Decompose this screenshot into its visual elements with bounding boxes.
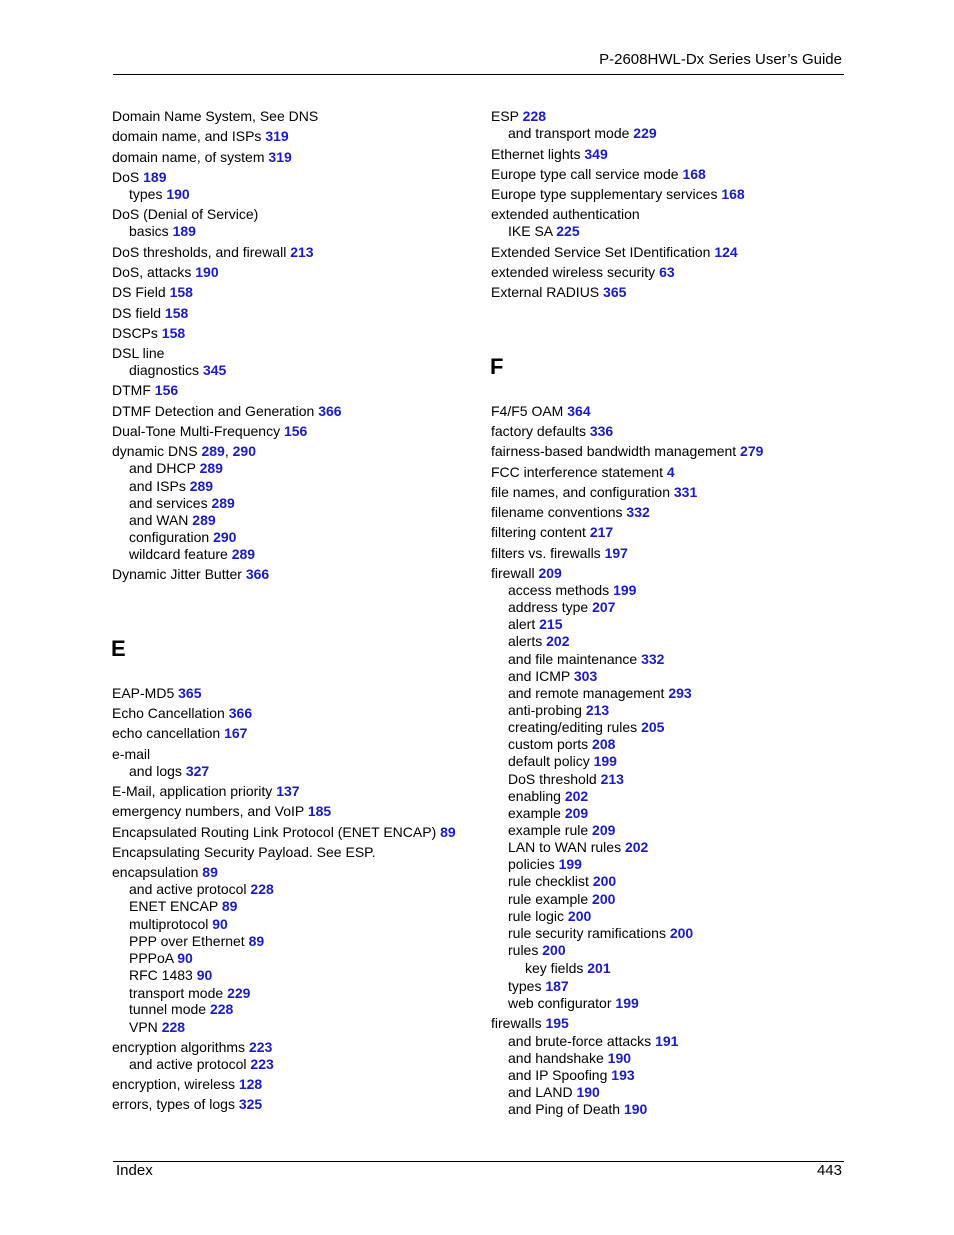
- index-subentry: [508, 651, 664, 668]
- page-link[interactable]: 167: [224, 725, 248, 741]
- header-rule: [113, 74, 844, 75]
- index-subentry: [508, 685, 692, 702]
- page-link[interactable]: 327: [185, 763, 210, 779]
- index-entry: [491, 108, 546, 125]
- index-term: e-mail: [112, 746, 151, 762]
- index-term: firewalls: [491, 1015, 542, 1031]
- page-link[interactable]: 202: [624, 839, 649, 855]
- index-entry: [112, 824, 456, 841]
- index-subentry: [508, 771, 624, 788]
- index-entry: [491, 423, 613, 440]
- index-term: and ISPs: [129, 478, 186, 494]
- index-entry: [112, 725, 247, 742]
- index-term: encryption, wireless: [112, 1076, 235, 1092]
- index-term: alert: [508, 616, 536, 632]
- index-subentry: [129, 916, 228, 933]
- index-term: F4/F5 OAM: [491, 403, 564, 419]
- page-link[interactable]: 190: [195, 264, 219, 280]
- index-term: and active protocol: [129, 1056, 247, 1072]
- page-link[interactable]: 168: [682, 166, 706, 182]
- index-entry: [491, 403, 591, 420]
- page-link[interactable]: 293: [668, 685, 692, 701]
- index-term: firewall: [491, 565, 535, 581]
- index-subentry: [129, 362, 226, 379]
- index-entry: [112, 206, 258, 223]
- index-subentry: [129, 1001, 233, 1018]
- page-link[interactable]: 205: [641, 719, 665, 735]
- page-link[interactable]: 124: [714, 244, 738, 260]
- page-link[interactable]: 189: [143, 169, 167, 185]
- index-entry: [112, 169, 166, 186]
- index-term: transport mode: [129, 985, 224, 1001]
- index-subentry: [508, 788, 588, 805]
- index-term: web configurator: [508, 995, 612, 1011]
- page-link[interactable]: 137: [276, 783, 300, 799]
- page-link[interactable]: 289: [211, 495, 235, 511]
- page-link[interactable]: 332: [626, 504, 650, 520]
- index-subentry: [508, 702, 609, 719]
- index-term: RFC 1483: [129, 967, 193, 983]
- page-link[interactable]: 336: [589, 423, 614, 439]
- page-link[interactable]: 199: [558, 856, 582, 872]
- index-entry: [112, 864, 218, 881]
- index-subentry: [129, 1019, 185, 1036]
- page-link[interactable]: 199: [593, 753, 617, 769]
- index-entry: [112, 403, 342, 420]
- index-term: enabling: [508, 788, 561, 804]
- index-term: filters vs. firewalls: [491, 545, 601, 561]
- page-link[interactable]: 349: [584, 146, 608, 162]
- page-link[interactable]: 158: [161, 325, 186, 341]
- index-entry: dynamic DNS 289, 290: [112, 443, 256, 459]
- index-subentry: [508, 1033, 678, 1050]
- index-term: file names, and configuration: [491, 484, 670, 500]
- index-subentry: [129, 985, 250, 1002]
- page-link[interactable]: 90: [177, 950, 193, 966]
- index-term: custom ports: [508, 736, 589, 752]
- index-term: domain name, and ISPs: [112, 128, 262, 144]
- page-link[interactable]: 279: [740, 443, 764, 459]
- page-link[interactable]: 289: [231, 546, 256, 562]
- index-term: dynamic DNS: [112, 443, 198, 459]
- index-term: PPPoA: [129, 950, 174, 966]
- index-subentry: [508, 805, 588, 822]
- page-link[interactable]: 190: [623, 1101, 648, 1117]
- index-entry: [112, 746, 150, 763]
- page-link[interactable]: 209: [564, 805, 589, 821]
- index-term: and handshake: [508, 1050, 604, 1066]
- page-number: 443: [816, 1162, 842, 1179]
- index-term: Domain Name System, See DNS: [112, 108, 319, 124]
- index-entry: [491, 146, 608, 163]
- index-subentry: [508, 856, 582, 873]
- index-subentry: [508, 942, 566, 959]
- page-link[interactable]: 199: [615, 995, 639, 1011]
- page-link[interactable]: 200: [542, 942, 566, 958]
- page-link[interactable]: 303: [573, 668, 598, 684]
- index-subentry: [129, 512, 216, 529]
- index-subentry: [129, 529, 236, 546]
- page-link[interactable]: 289: [189, 478, 214, 494]
- page-link[interactable]: 89: [202, 864, 218, 880]
- index-term: fairness-based bandwidth management: [491, 443, 737, 459]
- page-link[interactable]: 332: [641, 651, 665, 667]
- page-link[interactable]: 156: [283, 423, 308, 439]
- index-term: ENET ENCAP: [129, 898, 218, 914]
- index-subentry: [129, 898, 237, 915]
- page-link[interactable]: 4: [666, 464, 675, 480]
- page-link[interactable]: 199: [613, 582, 637, 598]
- index-entry: [112, 244, 314, 261]
- page-link[interactable]: 158: [169, 284, 193, 300]
- page-link[interactable]: 90: [212, 916, 228, 932]
- page-link[interactable]: 156: [154, 382, 179, 398]
- page-link[interactable]: 228: [250, 881, 274, 897]
- index-term: DoS (Denial of Service): [112, 206, 259, 222]
- page-link[interactable]: 345: [202, 362, 227, 378]
- index-subentry: [508, 978, 569, 995]
- page-link[interactable]: 128: [238, 1076, 263, 1092]
- index-entry: [491, 524, 613, 541]
- page-link[interactable]: 209: [592, 822, 616, 838]
- page-link[interactable]: 200: [567, 908, 592, 924]
- index-term: IKE SA: [508, 223, 553, 239]
- index-entry: [491, 166, 706, 183]
- page-link[interactable]: 289: [199, 460, 223, 476]
- index-term: and brute-force attacks: [508, 1033, 652, 1049]
- index-term: and ICMP: [508, 668, 570, 684]
- index-entry: [112, 803, 331, 820]
- index-term: and LAND: [508, 1084, 573, 1100]
- index-term: DTMF: [112, 382, 151, 398]
- index-subentry: [508, 908, 591, 925]
- index-term: LAN to WAN rules: [508, 839, 622, 855]
- page-link[interactable]: 213: [600, 771, 624, 787]
- index-term: factory defaults: [491, 423, 586, 439]
- index-subentry: [129, 950, 193, 967]
- page-link[interactable]: 215: [539, 616, 563, 632]
- page-link[interactable]: 289: [192, 512, 216, 528]
- index-term: example: [508, 805, 561, 821]
- guide-title: P-2608HWL-Dx Series User’s Guide: [599, 51, 842, 68]
- page-link[interactable]: 191: [655, 1033, 679, 1049]
- index-subentry: [508, 633, 569, 650]
- page-link[interactable]: 217: [589, 524, 614, 540]
- page-link[interactable]: 289: [201, 443, 225, 459]
- index-entry: [491, 284, 626, 301]
- page-link[interactable]: 189: [172, 223, 196, 239]
- index-term: and DHCP: [129, 460, 196, 476]
- page-link[interactable]: 208: [592, 736, 616, 752]
- index-subentry: [508, 1084, 600, 1101]
- footer-rule: [113, 1161, 844, 1162]
- page-link[interactable]: 190: [576, 1084, 600, 1100]
- page-link[interactable]: 225: [556, 223, 580, 239]
- page-link[interactable]: 228: [209, 1001, 234, 1017]
- page-link[interactable]: 213: [585, 702, 610, 718]
- index-term: and IP Spoofing: [508, 1067, 608, 1083]
- index-term: Encapsulating Security Payload. See ESP.: [112, 844, 376, 860]
- index-entry: [112, 423, 307, 440]
- index-term: filtering content: [491, 524, 586, 540]
- index-subentry: [508, 753, 617, 770]
- page-link[interactable]: 201: [587, 960, 611, 976]
- index-term: ESP: [491, 108, 519, 124]
- index-term: rule security ramifications: [508, 925, 666, 941]
- page-link[interactable]: 63: [659, 264, 675, 280]
- index-term: basics: [129, 223, 169, 239]
- index-entry: [112, 108, 318, 125]
- index-subentry: [525, 960, 611, 977]
- page-link[interactable]: 365: [603, 284, 627, 300]
- page-link[interactable]: 229: [633, 125, 657, 141]
- index-subentry: [508, 582, 636, 599]
- page-link[interactable]: 190: [166, 186, 190, 202]
- index-subentry: [129, 967, 212, 984]
- index-entry: [491, 504, 650, 521]
- index-term: wildcard feature: [129, 546, 228, 562]
- index-term: DoS threshold: [508, 771, 597, 787]
- index-term: and active protocol: [129, 881, 247, 897]
- index-term: filename conventions: [491, 504, 623, 520]
- page-link[interactable]: 197: [604, 545, 628, 561]
- index-entry: [112, 566, 269, 583]
- section-letter-e: E: [111, 636, 126, 661]
- page-link[interactable]: 89: [248, 933, 265, 949]
- page-link[interactable]: 365: [178, 685, 202, 701]
- index-subentry: [508, 616, 562, 633]
- page-link[interactable]: 168: [721, 186, 745, 202]
- index-term: Dynamic Jitter Butter: [112, 566, 242, 582]
- index-subentry: [508, 599, 615, 616]
- index-term: and transport mode: [508, 125, 630, 141]
- page-link[interactable]: 366: [245, 566, 270, 582]
- page-link[interactable]: 290: [213, 529, 237, 545]
- index-term: and logs: [129, 763, 182, 779]
- index-term: and Ping of Death: [508, 1101, 621, 1117]
- index-term: and services: [129, 495, 208, 511]
- index-term: DSL line: [112, 345, 165, 361]
- page-link[interactable]: 195: [545, 1015, 569, 1031]
- page-link[interactable]: 319: [265, 128, 289, 144]
- index-subentry: [508, 925, 693, 942]
- index-subentry: [508, 822, 615, 839]
- index-entry: [491, 464, 675, 481]
- page-link[interactable]: 89: [440, 824, 456, 840]
- page-link[interactable]: 331: [673, 484, 698, 500]
- index-term: Echo Cancellation: [112, 705, 225, 721]
- page-link[interactable]: 228: [161, 1019, 186, 1035]
- index-subentry: [129, 495, 235, 512]
- index-term: VPN: [129, 1019, 158, 1035]
- index-subentry: [129, 881, 274, 898]
- page-link[interactable]: 319: [268, 149, 292, 165]
- page-link[interactable]: 228: [522, 108, 547, 124]
- index-term: access methods: [508, 582, 610, 598]
- page-link[interactable]: 187: [545, 978, 569, 994]
- index-entry: [112, 685, 201, 702]
- index-term: Encapsulated Routing Link Protocol (ENET ENCAP): [112, 824, 437, 840]
- page-link[interactable]: 202: [546, 633, 570, 649]
- index-entry: [112, 325, 185, 342]
- page-link[interactable]: 325: [238, 1096, 263, 1112]
- page-link[interactable]: 366: [228, 705, 253, 721]
- index-term: configuration: [129, 529, 210, 545]
- index-subentry: [508, 668, 597, 685]
- page-link[interactable]: 290: [232, 443, 256, 459]
- index-entry: [112, 128, 289, 145]
- index-term: extended wireless security: [491, 264, 656, 280]
- index-entry: [491, 484, 697, 501]
- index-term: Extended Service Set IDentification: [491, 244, 711, 260]
- index-term: encryption algorithms: [112, 1039, 246, 1055]
- index-entry: [491, 206, 640, 223]
- index-term: Dual-Tone Multi-Frequency: [112, 423, 281, 439]
- index-term: Europe type call service mode: [491, 166, 679, 182]
- index-term: multiprotocol: [129, 916, 209, 932]
- index-term: key fields: [525, 960, 584, 976]
- index-term: anti-probing: [508, 702, 582, 718]
- index-subentry: [508, 891, 615, 908]
- index-term: rule example: [508, 891, 589, 907]
- index-subentry: [508, 1101, 647, 1118]
- index-term: DoS: [112, 169, 140, 185]
- page-link[interactable]: 158: [164, 305, 189, 321]
- index-term: echo cancellation: [112, 725, 221, 741]
- index-term: creating/editing rules: [508, 719, 638, 735]
- index-subentry: [129, 478, 213, 495]
- index-subentry: [129, 763, 209, 780]
- page-link[interactable]: 209: [538, 565, 562, 581]
- page-link[interactable]: 223: [248, 1039, 273, 1055]
- page-link[interactable]: 193: [611, 1067, 635, 1083]
- index-entry: [491, 545, 628, 562]
- index-entry: [491, 443, 763, 460]
- index-term: extended authentication: [491, 206, 640, 222]
- index-term: alerts: [508, 633, 543, 649]
- index-subentry: [129, 223, 196, 240]
- index-term: E-Mail, application priority: [112, 783, 273, 799]
- index-entry: [112, 1039, 272, 1056]
- index-term: DTMF Detection and Generation: [112, 403, 315, 419]
- page-link[interactable]: 185: [307, 803, 332, 819]
- index-entry: [112, 149, 292, 166]
- index-term: encapsulation: [112, 864, 199, 880]
- index-term: Europe type supplementary services: [491, 186, 718, 202]
- index-subentry: [508, 719, 664, 736]
- index-entry: [112, 1076, 262, 1093]
- index-subentry: [508, 873, 616, 890]
- index-term: types: [508, 978, 542, 994]
- index-term: address type: [508, 599, 589, 615]
- page-link[interactable]: 223: [250, 1056, 274, 1072]
- index-entry: [112, 305, 188, 322]
- index-entry: [491, 244, 738, 261]
- index-term: DSCPs: [112, 325, 158, 341]
- index-entry: [112, 382, 178, 399]
- index-subentry: [508, 1067, 635, 1084]
- index-term: EAP-MD5: [112, 685, 175, 701]
- index-subentry: [508, 223, 580, 240]
- index-term: errors, types of logs: [112, 1096, 235, 1112]
- page-link[interactable]: 90: [196, 967, 213, 983]
- page-link[interactable]: 364: [567, 403, 591, 419]
- index-subentry: [129, 546, 255, 563]
- index-term: rules: [508, 942, 539, 958]
- index-term: PPP over Ethernet: [129, 933, 245, 949]
- index-entry: [112, 844, 376, 861]
- index-term: example rule: [508, 822, 589, 838]
- page-link[interactable]: 89: [221, 898, 238, 914]
- footer-section: Index: [116, 1162, 153, 1179]
- page-link[interactable]: 366: [318, 403, 342, 419]
- index-term: and remote management: [508, 685, 665, 701]
- index-entry: [112, 1096, 262, 1113]
- page-link[interactable]: 202: [564, 788, 589, 804]
- page-link[interactable]: 190: [607, 1050, 632, 1066]
- index-term: DoS thresholds, and firewall: [112, 244, 287, 260]
- index-entry: [112, 705, 252, 722]
- index-entry: [491, 186, 745, 203]
- index-term: tunnel mode: [129, 1001, 207, 1017]
- index-term: rule logic: [508, 908, 565, 924]
- index-term: domain name, of system: [112, 149, 265, 165]
- section-letter-f: F: [490, 354, 504, 379]
- index-entry: [112, 284, 193, 301]
- index-term: DS field: [112, 305, 162, 321]
- page-link[interactable]: 200: [669, 925, 694, 941]
- index-entry: [491, 565, 562, 582]
- index-term: policies: [508, 856, 555, 872]
- index-term: and file maintenance: [508, 651, 638, 667]
- page-link[interactable]: 207: [592, 599, 616, 615]
- index-term: Ethernet lights: [491, 146, 581, 162]
- index-subentry: [129, 460, 223, 477]
- index-term: diagnostics: [129, 362, 200, 378]
- index-entry: [112, 783, 300, 800]
- index-subentry: [508, 995, 639, 1012]
- index-term: External RADIUS: [491, 284, 600, 300]
- index-term: DS Field: [112, 284, 166, 300]
- page-link[interactable]: 200: [592, 891, 616, 907]
- index-term: default policy: [508, 753, 590, 769]
- index-entry: [112, 345, 164, 362]
- index-subentry: [508, 1050, 631, 1067]
- index-subentry: [129, 1056, 274, 1073]
- index-entry: [112, 264, 219, 281]
- index-subentry: [508, 125, 657, 142]
- index-subentry: [508, 839, 648, 856]
- index-term: emergency numbers, and VoIP: [112, 803, 304, 819]
- page-link[interactable]: 213: [290, 244, 314, 260]
- index-entry: [491, 1015, 569, 1032]
- index-term: DoS, attacks: [112, 264, 192, 280]
- index-term: FCC interference statement: [491, 464, 663, 480]
- index-subentry: [129, 186, 190, 203]
- index-subentry: [129, 933, 264, 950]
- page-link[interactable]: 229: [227, 985, 251, 1001]
- index-subentry: [508, 736, 615, 753]
- index-term: rule checklist: [508, 873, 589, 889]
- page-link[interactable]: 200: [592, 873, 617, 889]
- index-term: types: [129, 186, 163, 202]
- index-term: and WAN: [129, 512, 189, 528]
- index-entry: [491, 264, 675, 281]
